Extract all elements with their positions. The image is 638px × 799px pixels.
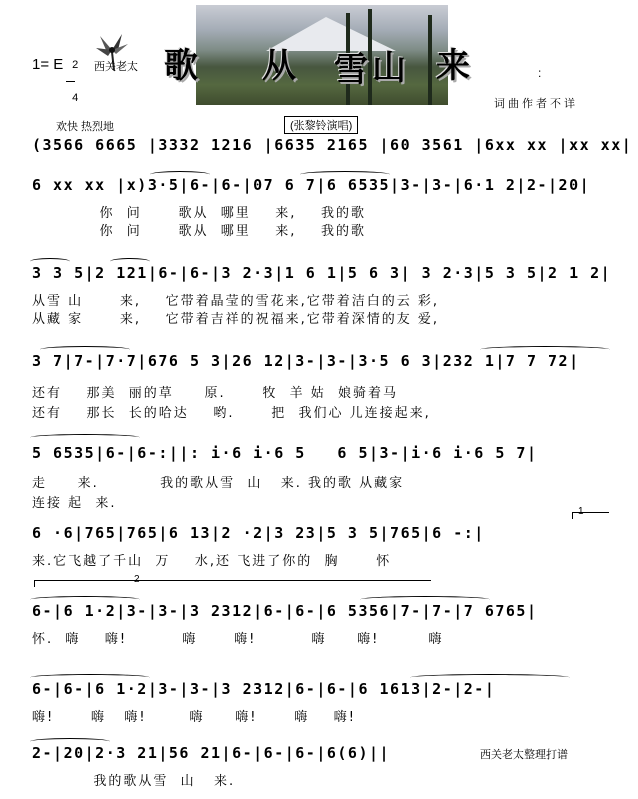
slur-mark — [110, 258, 150, 265]
score-line-9-lyric-1: 我的歌从雪 山 来. — [32, 774, 236, 789]
slur-mark — [480, 346, 610, 353]
slur-mark — [30, 738, 110, 745]
time-sig-divider — [66, 81, 75, 82]
score-line-7-notes: 6-|6 1·2|3-|3-|3 2312|6-|6-|6 5356|7-|7-|7 6765| — [32, 602, 538, 620]
slur-mark — [410, 674, 570, 681]
title-char-5: 来 — [436, 46, 470, 86]
title-banner-image — [196, 5, 448, 105]
score-line-1-notes: (3566 6665 |3332 1216 |6635 2165 |60 3561 |6xx xx |xx xx| — [32, 136, 633, 154]
score-line-7-lyric-1: 怀. 嗨 嗨! 嗨 嗨! 嗨 嗨! 嗨 — [32, 632, 444, 647]
score-line-8-lyric-1: 嗨! 嗨 嗨! 嗨 嗨! 嗨 嗨! — [32, 710, 356, 725]
tree-trunk — [428, 15, 432, 105]
slur-mark — [30, 258, 70, 265]
time-sig-top: 2 — [72, 59, 79, 71]
tempo-marking: 欢快 热烈地 — [56, 121, 115, 133]
score-line-6-lyric-1: 来.它飞越了千山 万 水,还 飞进了你的 胸 怀 — [32, 554, 392, 569]
time-sig-bottom: 4 — [72, 92, 79, 104]
score-line-8-notes: 6-|6-|6 1·2|3-|3-|3 2312|6-|6-|6 1613|2-|2-| — [32, 680, 496, 698]
title-char-2: 从 — [262, 46, 296, 86]
credits: 词曲作者不详 — [494, 98, 578, 110]
slur-mark — [30, 674, 150, 681]
time-signature — [66, 50, 78, 103]
slur-mark — [40, 346, 130, 353]
score-line-3-lyric-2: 从藏 家 来, 它带着吉祥的祝福来,它带着深情的友 爱, — [32, 312, 439, 327]
score-line-6-notes: 6 ·6|765|765|6 13|2 ·2|3 23|5 3 5|765|6 -:| — [32, 524, 485, 542]
score-line-4-lyric-1: 还有 那美 丽的草 原. 牧 羊 姑 娘骑着马 — [32, 386, 399, 401]
score-line-5-lyric-2: 连接 起 来. — [32, 496, 117, 511]
volta-label-2: 2 — [134, 574, 140, 585]
score-line-4-notes: 3 7|7-|7·7|676 5 3|26 12|3-|3-|3·5 6 3|232 1|7 7 72| — [32, 352, 580, 370]
slur-mark — [30, 434, 140, 441]
score-line-4-lyric-2: 还有 那长 长的哈达 哟. 把 我们心 儿连接起来, — [32, 406, 431, 421]
key-signature: 1= E — [32, 56, 64, 73]
colon-mark: : — [538, 66, 542, 80]
title-char-3: 雪 — [334, 50, 368, 90]
title-char-1: 歌 — [164, 46, 198, 86]
score-line-5-lyric-1: 走 来. 我的歌从雪 山 来. 我的歌 从藏家 — [32, 476, 405, 491]
volta-bracket-2 — [34, 580, 431, 587]
score-line-2-notes: 6 xx xx |x)3·5|6-|6-|07 6 7|6 6535|3-|3-|6·1 2|2-|20| — [32, 176, 591, 194]
volta-label-1: 1 — [578, 506, 584, 517]
slur-mark — [30, 596, 140, 603]
title-char-4: 山 — [372, 48, 406, 88]
score-line-9-notes: 2-|20|2·3 21|56 21|6-|6-|6-|6(6)|| — [32, 744, 391, 762]
score-line-2-lyric-1: 你 问 歌从 哪里 来, 我的歌 — [32, 206, 366, 221]
footer-credit: 西关老太整理打谱 — [480, 749, 568, 761]
slur-mark — [150, 171, 210, 178]
score-line-3-lyric-1: 从雪 山 来, 它带着晶莹的雪花来,它带着洁白的云 彩, — [32, 294, 439, 309]
singer-credit: (张黎铃演唱) — [284, 116, 358, 134]
score-line-2-lyric-2: 你 问 歌从 哪里 来, 我的歌 — [32, 224, 366, 239]
arranger-name: 西关老太 — [94, 61, 138, 73]
score-line-5-notes: 5 6535|6-|6-:||: i·6 i·6 5 6 5|3-|i·6 i·6 5 7| — [32, 444, 538, 462]
slur-mark — [300, 171, 390, 178]
slur-mark — [360, 596, 490, 603]
score-line-3-notes: 3 3 5|2 121|6-|6-|3 2·3|1 6 1|5 6 3| 3 2·3|5 3 5|2 1 2| — [32, 264, 612, 282]
